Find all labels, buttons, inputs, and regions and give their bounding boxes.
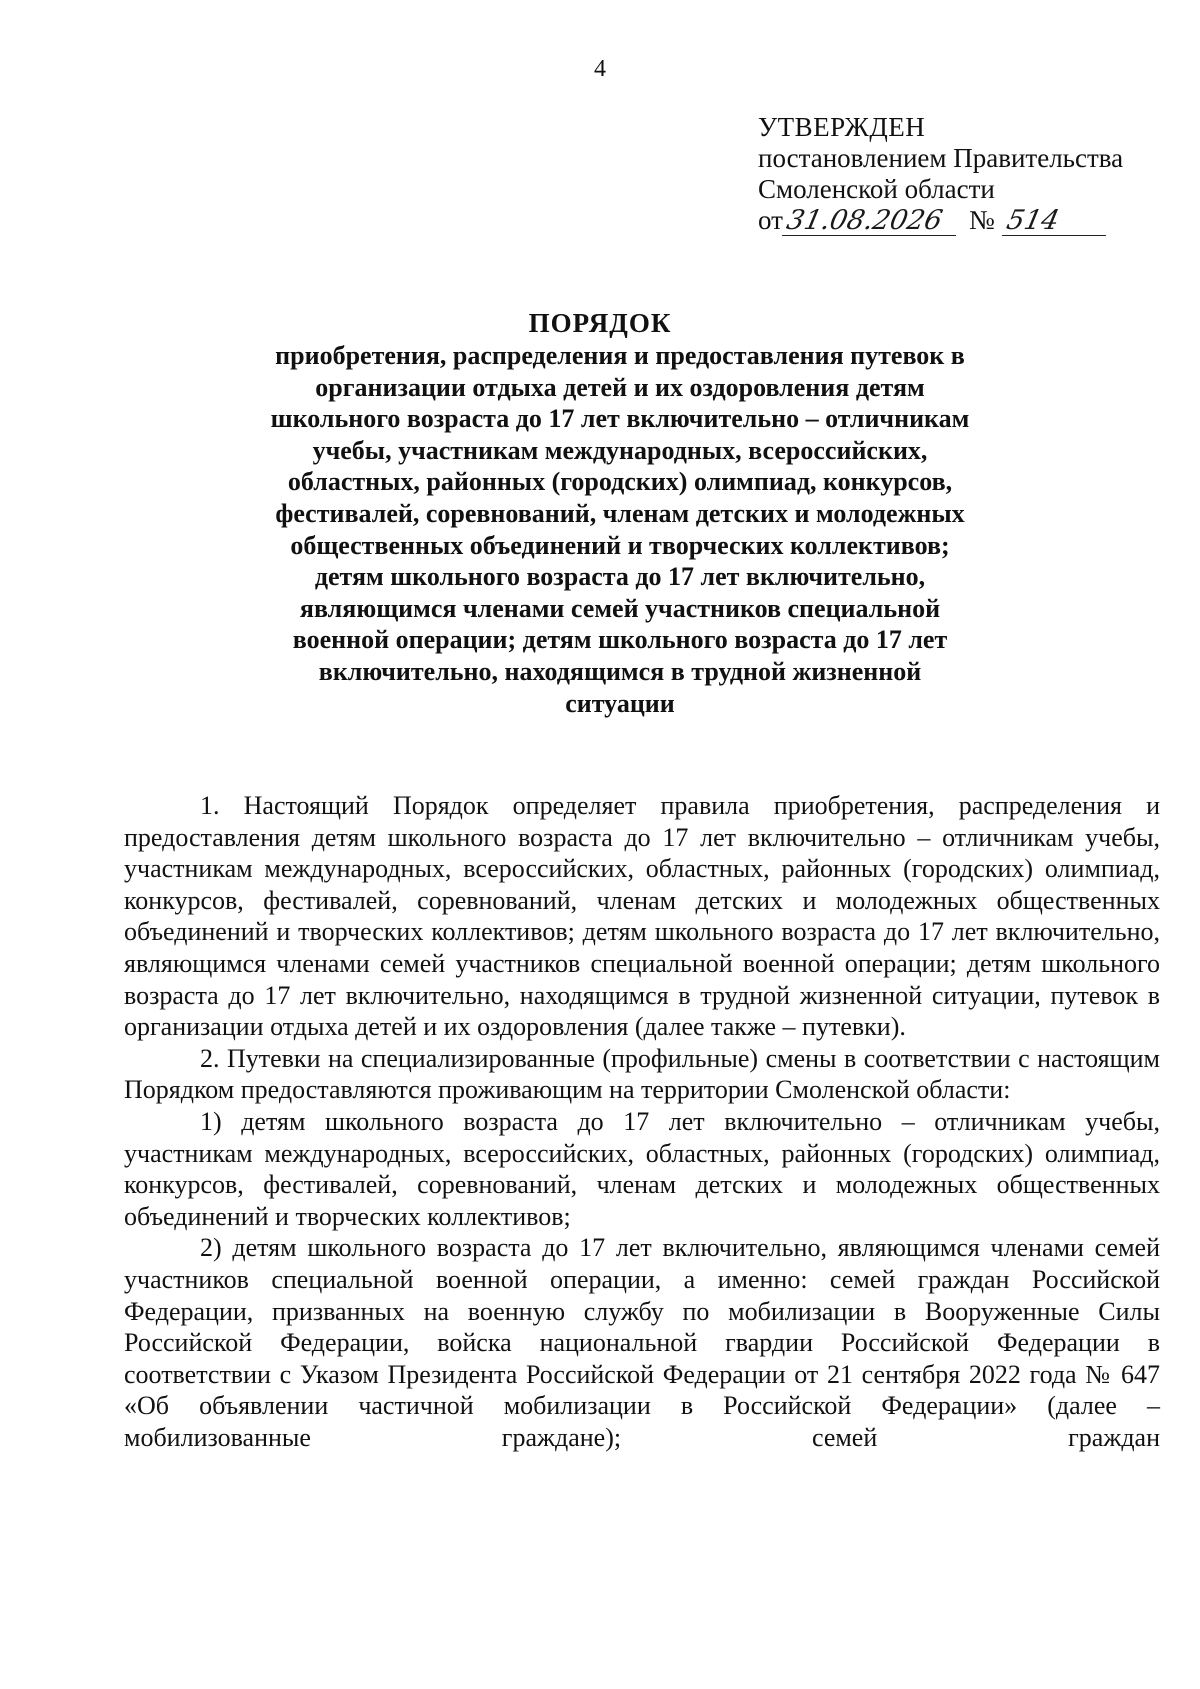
approval-date-line <box>758 205 1123 236</box>
handwritten-date: 31.08.2026 <box>782 207 962 236</box>
paragraph-1: 1. Настоящий Порядок определяет правила приобретения, распределения и предоставления детям школьного возраста до 17 лет включительно – отличникам учебы, участникам международных, всероссийских, областных, районных (городских) олимпиад, конкурсов, фестивалей, соревнований, членам детских и молодежных общественных объединений и творческих коллективов; детям школьного возраста до 17 лет включительно, являющимся членами семей участников специальной военной операции; детям школьного возраста до 17 лет включительно, находящимся в трудной жизненной ситуации, путевок в организации отдыха детей и их оздоровления (далее также – путевки). <box>124 791 1160 1042</box>
approval-line-2: Смоленской области <box>758 174 995 204</box>
paragraph-2-item-2: 2) детям школьного возраста до 17 лет включительно, являющимся членами семей участников специальной военной операции, а именно: семей граждан Российской Федерации, призванных на военную службу по мобилизации в Вооруженные Силы Российской Федерации, войска национальной гвардии Российской Федерации в соответствии с Указом Президента Российской Федерации от 21 сентября 2022 года № 647 «Об объявлении частичной мобилизации в Российской Федерации» (далее – мобилизованные граждане); семей граждан <box>124 1233 1160 1452</box>
number-sign: № <box>968 205 995 235</box>
paragraph-2: 2. Путевки на специализированные (профильные) смены в соответствии с настоящим Порядком предоставляются проживающим на территории Смоленской области: <box>124 1043 1160 1105</box>
paragraph-2-item-1: 1) детям школьного возраста до 17 лет включительно – отличникам учебы, участникам международных, всероссийских, областных, районных (городских) олимпиад, конкурсов, фестивалей, соревнований, членам детских и молодежных общественных объединений и творческих коллективов; <box>124 1106 1160 1231</box>
handwritten-number: 514 <box>1002 207 1112 236</box>
approval-stamp <box>758 112 1123 236</box>
approval-title: УТВЕРЖДЕН <box>758 112 926 142</box>
date-prefix: от <box>758 205 783 235</box>
page-number: 4 <box>594 56 606 82</box>
document-subtitle: приобретения, распределения и предоставления путевок в организации отдыха детей и их оздоровления детям школьного возраста до 17 лет включительно – отличникам учебы, участникам международных, всероссийских, областных, районных (городских) олимпиад, конкурсов, фестивалей, соревнований, членам детских и молодежных общественных объединений и творческих коллективов; детям школьного возраста до 17 лет включительно, являющимся членами семей участников специальной военной операции; детям школьного возраста до 17 лет включительно, находящимся в трудной жизненной ситуации <box>270 341 970 718</box>
document-title: ПОРЯДОК <box>528 308 672 338</box>
approval-line-1: постановлением Правительства <box>758 143 1124 173</box>
document-body <box>124 790 1160 1453</box>
